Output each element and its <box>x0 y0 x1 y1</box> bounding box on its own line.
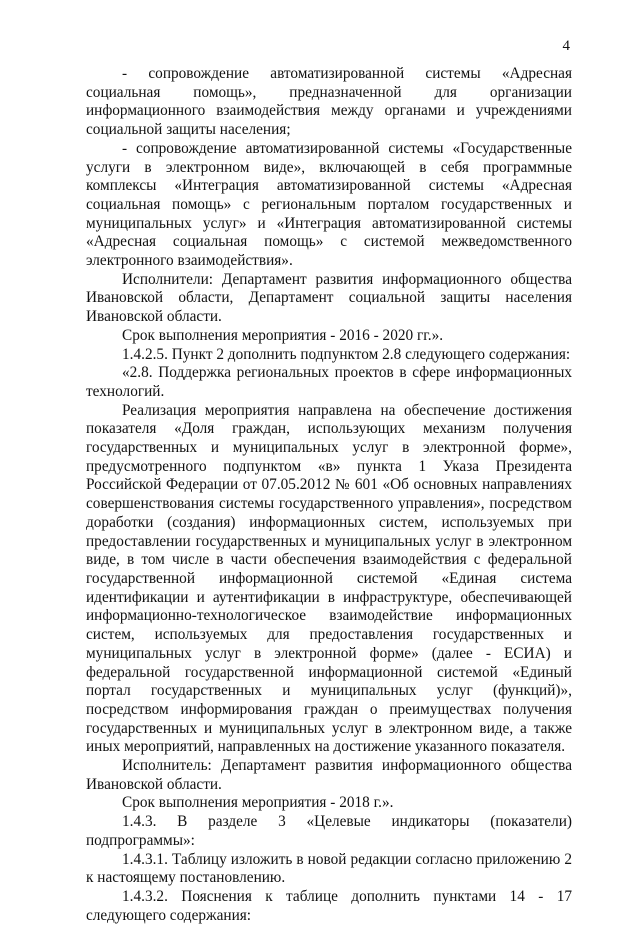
paragraph-bullet-social-aid: - сопровождение автоматизированной системы «Адресная социальная помощь», предназначенной для организации информационного взаимодействия между органами и учреждениями социальной защиты населения; <box>86 65 572 139</box>
paragraph-1-4-3: 1.4.3. В разделе 3 «Целевые индикаторы (показатели) подпрограммы»: <box>86 813 572 849</box>
page-number: 4 <box>562 38 570 54</box>
paragraph-bullet-gov-services: - сопровождение автоматизированной системы «Государственные услуги в электронном виде», включающей в себя программные комплексы «Интеграция автоматизированной системы «Адресная социальная помощь» с региональным порталом государственных и муниципальных услуг» и «Интеграция автоматизированной системы «Адресная социальная помощь» с системой межведомственного электронного взаимодействия». <box>86 139 572 270</box>
paragraph-2-8-title: «2.8. Поддержка региональных проектов в сфере информационных технологий. <box>86 364 572 400</box>
paragraph-deadline-2016-2020: Срок выполнения мероприятия - 2016 - 2020 гг.». <box>122 326 444 344</box>
paragraph-executor: Исполнитель: Департамент развития информационного общества Ивановской области. <box>86 757 572 793</box>
paragraph-1-4-3-2: 1.4.3.2. Пояснения к таблице дополнить пунктами 14 - 17 следующего содержания: <box>86 887 572 924</box>
paragraph-executors: Исполнители: Департамент развития информационного общества Ивановской области, Департамент социальной защиты населения Ивановской области. <box>86 270 572 326</box>
document-body <box>86 65 572 925</box>
paragraph-implementation: Реализация мероприятия направлена на обеспечение достижения показателя «Доля граждан, использующих механизм получения государственных и муниципальных услуг в электронной форме», предусмотренного подпунктом «в» пункта 1 Указа Президента Российской Федерации от 07.05.2012 № 601 «Об основных направлениях совершенствования системы государственного управления», посредством доработки (создания) информационных систем, используемых при предоставлении государственных и муниципальных услуг в электронном виде, в том числе в части обеспечения взаимодействия с федеральной государственной информационной системой «Единая система идентификации и аутентификации в инфраструктуре, обеспечивающей информационно-технологическое взаимодействие информационных систем, используемых для предоставления государственных и муниципальных услуг в электронной форме» (далее - ЕСИА) и федеральной государственной информационной системой «Единый портал государственных и муниципальных услуг (функций)», посредством информирования граждан о преимуществах получения государственных и муниципальных услуг в электронном виде, а также иных мероприятий, направленных на достижение указанного показателя. <box>86 401 572 756</box>
paragraph-deadline-2018: Срок выполнения мероприятия - 2018 г.». <box>122 794 394 812</box>
paragraph-1-4-3-1: 1.4.3.1. Таблицу изложить в новой редакции согласно приложению 2 к настоящему постановлению. <box>86 850 572 887</box>
paragraph-1-4-2-5: 1.4.2.5. Пункт 2 дополнить подпунктом 2.8 следующего содержания: <box>122 345 571 363</box>
